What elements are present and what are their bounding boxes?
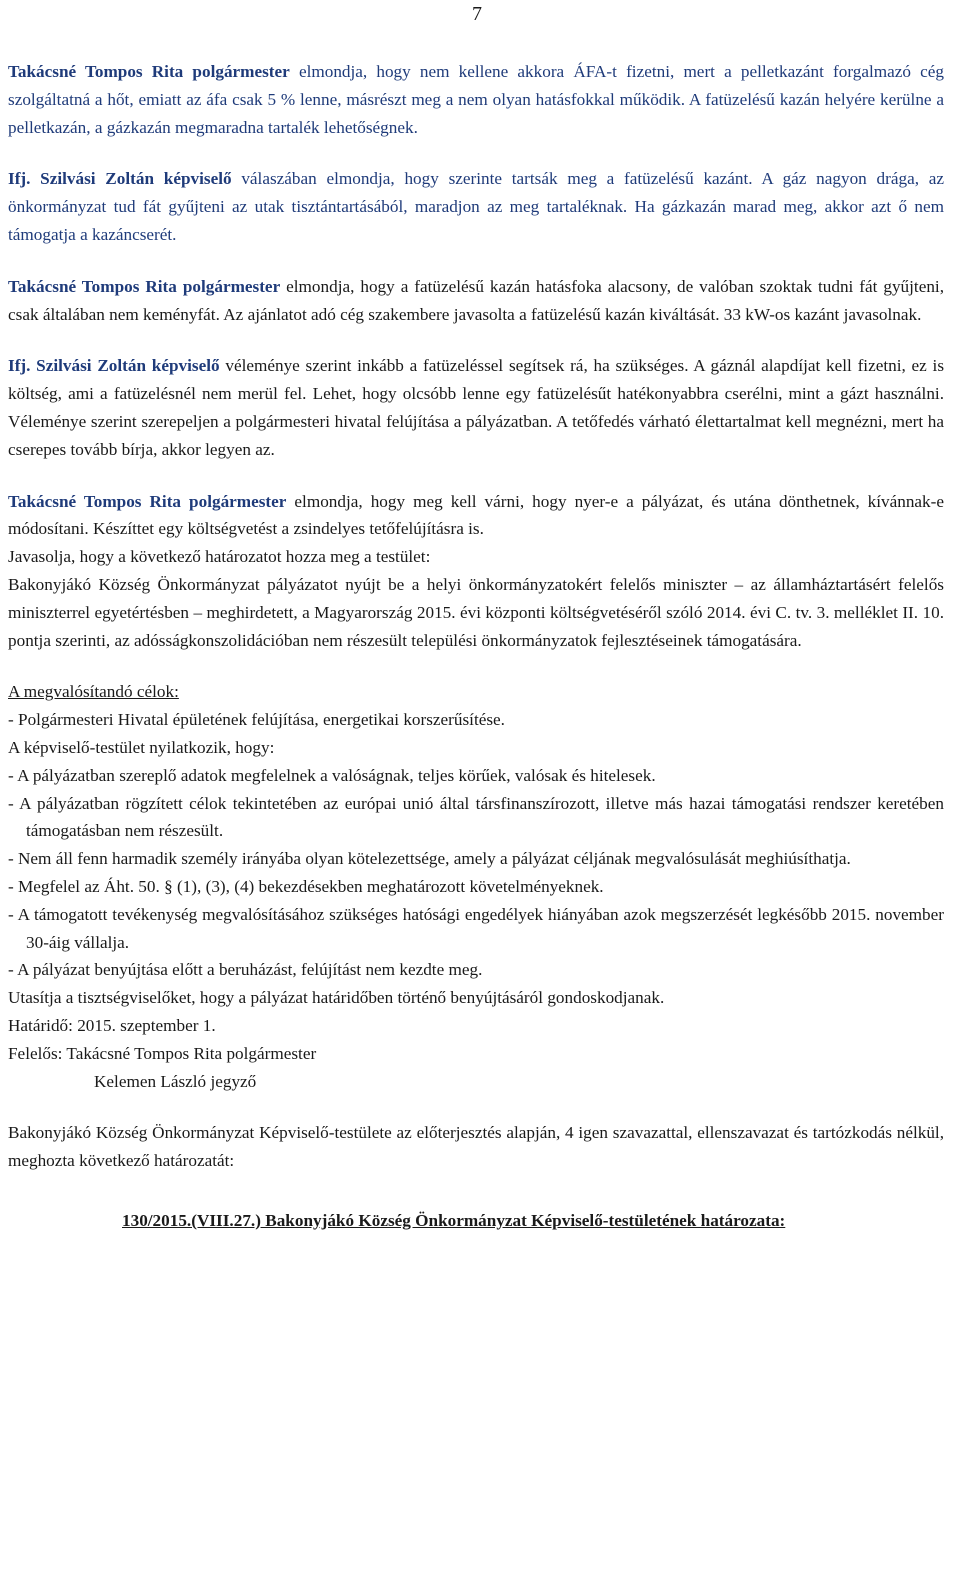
- paragraph-text: válaszában elmondja, hogy szerinte tartsák meg a fatüzelésű kazánt. A gáz nagyon drága, az önkormányzat tud fát gyűjteni az utak tisztántartásából, maradjon az meg tartaléknak. Ha gázkazán marad meg, akkor azt ő nem támogatja a kazáncserét.: [8, 169, 944, 244]
- proposal-intro: Javasolja, hogy a következő határozatot hozza meg a testület:: [8, 547, 431, 567]
- paragraph-text: elmondja, hogy nem kellene akkora ÁFA-t fizetni, mert a pelletkazánt forgalmazó cég szolgáltatná a hőt, emiatt az áfa csak 5 % lenne, másrészt meg a nem olyan hatásfokkal működik. A fatüzelésű kazán helyére kerülne a pelletkazán, a gázkazán megmaradna tartalék lehetőségnek.: [8, 62, 945, 137]
- decision-title: 130/2015.(VIII.27.) Bakonyjákó Község Önkormányzat Képviselő-testületének határozata:: [122, 1210, 786, 1230]
- declaration-item: - A támogatott tevékenység megvalósításához szükséges hatósági engedélyek hiányában azok megszerzését legkésőbb 2015. november 30-áig vállalja.: [8, 904, 944, 952]
- paragraph-mayor-1: [8, 58, 944, 141]
- declaration-item: - Megfelel az Áht. 50. § (1), (3), (4) bekezdésekben meghatározott követelményeknek.: [8, 876, 604, 896]
- paragraph-text: elmondja, hogy meg kell várni, hogy nyer-e a pályázat, és utána dönthetnek, kívánnak-e módosítani. Készíttet egy költségvetést a zsindelyes tetőfelújításra is.: [8, 491, 945, 539]
- paragraph-text: véleménye szerint inkább a fatüzeléssel segítsek rá, ha szükséges. A gáznál alapdíjat kell fizetni, ez is költség, ami a fatüzelésnél nem merül fel. Lehet, hogy olcsóbb lenne egy fatüzelésűt hatékonyabbra cserélni, mint a gázt használni. Véleménye szerint szerepeljen a polgármesteri hivatal felújítása a pályázatban. A tetőfedés várható élettartalmat kell megnézni, mert ha cserepes tovább bírja, akkor legyen az.: [8, 356, 945, 459]
- speaker-name: Ifj. Szilvási Zoltán képviselő: [8, 356, 220, 376]
- speaker-name: Takácsné Tompos Rita polgármester: [8, 491, 287, 511]
- speaker-name: Ifj. Szilvási Zoltán képviselő: [8, 169, 232, 189]
- deadline-line: Határidő: 2015. szeptember 1.: [8, 1015, 216, 1035]
- proposal-body: Bakonyjákó Község Önkormányzat pályázatot nyújt be a helyi önkormányzatokért felelős miniszter – az államháztartásért felelős miniszterrel egyetértésben – meghirdetett, a Magyarország 2015. évi központi költségvetéséről szóló 2014. évi C. tv. 3. melléklet II. 10. pontja szerinti, az adósságkonszolidációban nem részesült települési önkormányzatok fejlesztéseinek támogatására.: [8, 574, 944, 650]
- speaker-name: Takácsné Tompos Rita polgármester: [8, 276, 281, 296]
- paragraph-text: elmondja, hogy a fatüzelésű kazán hatásfoka alacsony, de valóban szoktak tudni fát gyűjteni, csak általában nem keményfát. Az ajánlatot adó cég szakembere javasolta a fatüzelésű kazán kiváltását. 33 kW-os kazánt javasolnak.: [8, 276, 944, 324]
- vote-statement: Bakonyjákó Község Önkormányzat Képviselő-testülete az előterjesztés alapján, 4 igen szavazattal, ellenszavazat és tartózkodás nélkül, meghozta következő határozatát:: [8, 1123, 944, 1171]
- declaration-item: - A pályázatban rögzített célok tekintetében az európai unió által társfinanszírozott, illetve más hazai támogatási rendszer keretében támogatásban nem részesült.: [8, 793, 944, 841]
- declaration-item: - Nem áll fenn harmadik személy irányába olyan kötelezettsége, amely a pályázat céljának megvalósulását meghiúsíthatja.: [8, 849, 851, 869]
- speaker-name: Takácsné Tompos Rita polgármester: [8, 62, 290, 81]
- declaration-item: - A pályázatban szereplő adatok megfelelnek a valóságnak, teljes körűek, valósak és hitelesek.: [8, 765, 656, 785]
- document-body: [8, 58, 944, 1235]
- paragraph-mayor-3: [8, 488, 944, 544]
- responsible-line: Felelős: Takácsné Tompos Rita polgármester: [8, 1043, 317, 1063]
- instruction-text: Utasítja a tisztségviselőket, hogy a pályázat határidőben történő benyújtásáról gondoskodjanak.: [8, 988, 665, 1008]
- declaration-item: - A pályázat benyújtása előtt a beruházást, felújítást nem kezdte meg.: [8, 960, 483, 980]
- page-number: 7: [472, 3, 482, 25]
- paragraph-representative-1: [8, 165, 944, 248]
- paragraph-mayor-2: [8, 273, 944, 329]
- goals-item: - Polgármesteri Hivatal épületének felújítása, energetikai korszerűsítése.: [8, 710, 505, 730]
- declaration-intro: A képviselő-testület nyilatkozik, hogy:: [8, 737, 275, 757]
- responsible-line-2: Kelemen László jegyző: [94, 1071, 257, 1091]
- goals-heading: A megvalósítandó célok:: [8, 682, 179, 702]
- paragraph-representative-2: [8, 352, 944, 463]
